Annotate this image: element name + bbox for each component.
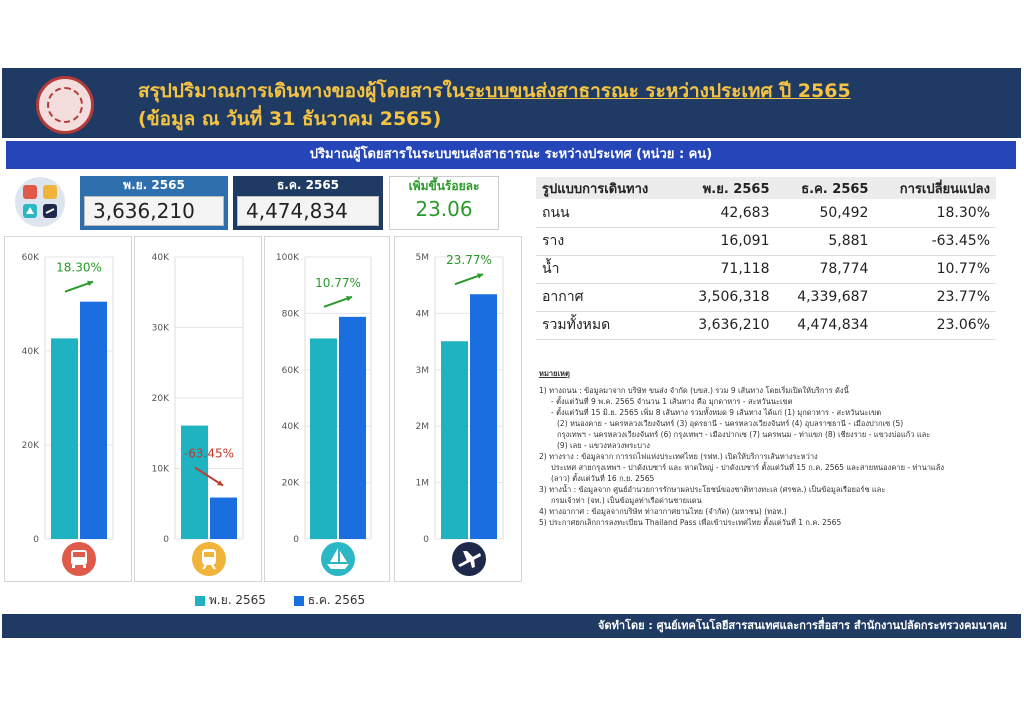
page-title-underlined: ระบบขนส่งสาธารณะ ระหว่างประเทศ ปี 2565 (464, 80, 851, 102)
y-tick-label: 2M (415, 422, 429, 433)
note-line: (ลาว) ตั้งแต่วันที่ 16 ก.ย. 2565 (551, 474, 655, 483)
change-label: 23.77% (446, 253, 492, 268)
chart-air (395, 237, 521, 583)
bar-dec (339, 317, 366, 539)
table-cell: 16,091 (677, 227, 776, 255)
table-cell: รวมทั้งหมด (536, 311, 677, 339)
note-line: กรุงเทพฯ - นครหลวงเวียงจันทร์ (6) กรุงเทพฯ - เมืองปากเซ (7) นครพนม - ท่าแขก (8) เชียงราย - แขวงบ่อแก้ว และ (557, 430, 931, 439)
page-title (138, 76, 851, 106)
y-tick-label: 60K (281, 365, 299, 376)
table-cell: 71,118 (677, 255, 776, 283)
table-cell: ราง (536, 227, 677, 255)
table-row (536, 255, 996, 283)
y-tick-label: 4M (415, 309, 429, 320)
table-cell: 5,881 (776, 227, 875, 255)
chart-water (265, 237, 389, 583)
kpi-december (233, 176, 383, 230)
y-tick-label: 1M (415, 478, 429, 489)
y-tick-label: 60K (21, 253, 39, 263)
note-line: (9) เลย - แขวงหลวงพระบาง (557, 441, 650, 450)
table-header-row (536, 177, 996, 199)
table-header-cell: รูปแบบการเดินทาง (536, 177, 677, 199)
kpi-december-value: 4,474,834 (237, 196, 379, 226)
y-tick-label: 0 (33, 535, 39, 545)
note-line: 1) ทางถนน : ข้อมูลมาจาก บริษัท ขนส่ง จำกัด (บขส.) รวม 9 เส้นทาง โดยเริ่มเปิดให้บริการ ดังนี้ (539, 386, 849, 395)
notes-title: หมายเหตุ (539, 369, 570, 378)
note-line: ประเทศ สายกรุงเทพฯ - ปาดังเบซาร์ และ หาดใหญ่ - ปาดังเบซาร์ ตั้งแต่วันที่ 15 ก.ค. 2565 และสายหนองคาย - ท่านาแล้ง (551, 463, 945, 472)
table-cell: 50,492 (776, 199, 875, 227)
chart-panel-water (264, 236, 390, 582)
table-header-cell: ธ.ค. 2565 (776, 177, 875, 199)
chart-rail (135, 237, 261, 583)
notes-block (539, 368, 999, 528)
note-line: 2) ทางราง : ข้อมูลจาก การรถไฟแห่งประเทศไทย (รฟท.) เปิดให้บริการเส้นทางระหว่าง (539, 452, 818, 461)
table-cell: 3,636,210 (677, 311, 776, 339)
kpi-change-value: 23.06 (394, 195, 494, 225)
legend-item-dec (294, 591, 365, 610)
table-cell: น้ำ (536, 255, 677, 283)
y-tick-label: 0 (293, 535, 299, 545)
table-cell: 23.77% (874, 283, 996, 311)
ministry-logo (36, 76, 94, 134)
table-cell: 4,474,834 (776, 311, 875, 339)
bar-nov (441, 341, 468, 539)
legend-label-dec: ธ.ค. 2565 (307, 593, 366, 607)
section-banner: ปริมาณผู้โดยสารในระบบขนส่งสาธารณะ ระหว่างประเทศ (หน่วย : คน) (6, 141, 1016, 169)
note-line: - ตั้งแต่วันที่ 9 พ.ค. 2565 จำนวน 1 เส้นทาง คือ มุกดาหาร - สะหวันนะเขต (551, 397, 793, 406)
change-label: 10.77% (315, 275, 361, 290)
y-tick-label: 0 (163, 535, 169, 545)
kpi-november (80, 176, 228, 230)
table-header-cell: พ.ย. 2565 (677, 177, 776, 199)
table-cell: 3,506,318 (677, 283, 776, 311)
bar-nov (181, 426, 208, 539)
table-cell: -63.45% (874, 227, 996, 255)
note-line: 5) ประกาศยกเลิกการลงทะเบียน Thailand Pass เพื่อเข้าประเทศไทย ตั้งแต่วันที่ 1 ก.ค. 2565 (539, 518, 842, 527)
y-tick-label: 20K (281, 478, 299, 489)
y-tick-label: 20K (151, 394, 169, 404)
y-tick-label: 40K (151, 253, 169, 263)
change-label: 18.30% (56, 260, 102, 275)
table-cell: 23.06% (874, 311, 996, 339)
transport-modes-icon (12, 176, 68, 228)
y-tick-label: 5M (415, 253, 429, 263)
table-cell: 4,339,687 (776, 283, 875, 311)
table-cell: ถนน (536, 199, 677, 227)
table-cell: 78,774 (776, 255, 875, 283)
legend-item-nov (195, 591, 266, 610)
kpi-november-value: 3,636,210 (84, 196, 224, 226)
note-line: 4) ทางอากาศ : ข้อมูลจากบริษัท ท่าอากาศยานไทย (จำกัด) (มหาชน) (ทอท.) (539, 507, 787, 516)
page-subtitle: (ข้อมูล ณ วันที่ 31 ธันวาคม 2565) (138, 108, 442, 130)
table-header-cell: การเปลี่ยนแปลง (874, 177, 996, 199)
y-tick-label: 100K (275, 253, 299, 263)
chart-legend (195, 591, 389, 610)
bar-dec (80, 302, 107, 539)
chart-panel-air (394, 236, 522, 582)
note-line: 3) ทางน้ำ : ข้อมูลจาก ศูนย์อำนวยการรักษาผลประโยชน์ของชาติทางทะเล (ศรชล.) เป็นข้อมูลเรือยอร์ช และ (539, 485, 886, 494)
y-tick-label: 40K (21, 347, 39, 357)
chart-panel-rail (134, 236, 262, 582)
bar-nov (310, 338, 337, 539)
table-row (536, 199, 996, 227)
legend-label-nov: พ.ย. 2565 (209, 593, 266, 607)
y-tick-label: 20K (21, 441, 39, 451)
chart-panel-road (4, 236, 132, 582)
kpi-december-label: ธ.ค. 2565 (276, 178, 340, 192)
note-line: (2) หนองคาย - นครหลวงเวียงจันทร์ (3) อุดรธานี - นครหลวงเวียงจันทร์ (4) อุบลราชธานี - เมืองปากเซ (5) (557, 419, 904, 428)
table-cell: อากาศ (536, 283, 677, 311)
footer-credit: จัดทำโดย : ศูนย์เทคโนโลยีสารสนเทศและการสื่อสาร สำนักงานปลัดกระทรวงคมนาคม (2, 614, 1021, 638)
y-tick-label: 40K (281, 422, 299, 433)
table-row (536, 311, 996, 339)
note-line: - ตั้งแต่วันที่ 15 มิ.ย. 2565 เพิ่ม 8 เส้นทาง รวมทั้งหมด 9 เส้นทาง ได้แก่ (1) มุกดาหาร - สะหวันนะเขต (551, 408, 882, 417)
kpi-november-label: พ.ย. 2565 (123, 178, 185, 192)
table-cell: 42,683 (677, 199, 776, 227)
kpi-change-label: เพิ่มขึ้นร้อยละ (408, 179, 480, 193)
y-tick-label: 0 (423, 535, 429, 545)
chart-road (5, 237, 131, 583)
y-tick-label: 3M (415, 365, 429, 376)
y-tick-label: 30K (151, 323, 169, 334)
page-title-prefix: สรุปปริมาณการเดินทางของผู้โดยสารใน (138, 80, 465, 102)
y-tick-label: 10K (151, 464, 169, 475)
note-line: กรมเจ้าท่า (จท.) เป็นข้อมูลท่าเรือด่านชายแดน (551, 496, 702, 505)
table-row (536, 283, 996, 311)
change-label: -63.45% (183, 446, 235, 461)
table-cell: 10.77% (874, 255, 996, 283)
bar-dec (470, 294, 497, 539)
bar-nov (51, 338, 78, 539)
table-row (536, 227, 996, 255)
y-tick-label: 80K (281, 309, 299, 320)
table-cell: 18.30% (874, 199, 996, 227)
summary-table (536, 177, 996, 340)
bar-dec (210, 498, 237, 539)
kpi-change (389, 176, 499, 230)
